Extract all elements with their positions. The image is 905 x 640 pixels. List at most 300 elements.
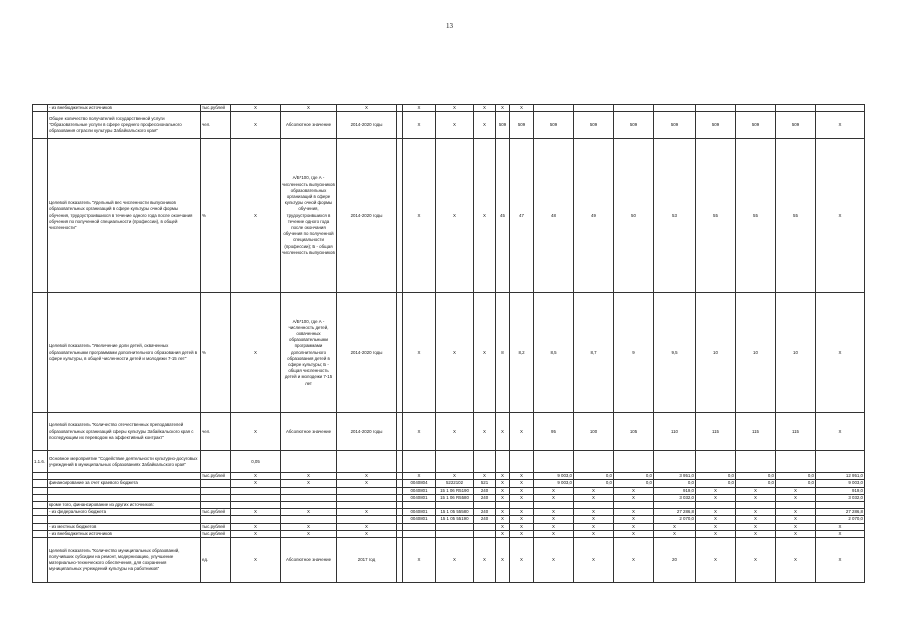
table-cell: 509	[654, 112, 696, 139]
table-cell: Х	[776, 494, 816, 501]
table-cell	[614, 502, 654, 509]
table-cell	[281, 516, 337, 523]
table-cell: Х	[337, 523, 397, 530]
table-cell: 110	[654, 413, 696, 451]
table-row	[33, 293, 865, 413]
table-cell: Х	[474, 473, 496, 480]
table-cell: Х	[736, 538, 776, 583]
table-cell: 2017 год	[337, 538, 397, 583]
table-cell: Х	[776, 509, 816, 516]
table-cell: чел.	[201, 112, 231, 139]
table-cell: 105	[614, 413, 654, 451]
table-cell: Х	[696, 538, 736, 583]
table-cell: 47	[510, 139, 534, 293]
table-cell: 95	[534, 413, 574, 451]
table-cell: Общее количество получателей государственной услуги "Образовательные услуги в сфере среднего профессионального образования отрасли культуры Забайкальского края"	[48, 112, 201, 139]
table-cell: 240	[474, 494, 496, 501]
table-cell: Х	[574, 516, 614, 523]
table-cell: 0040801	[403, 509, 436, 516]
table-cell	[474, 530, 496, 537]
table-cell: Х	[337, 105, 397, 112]
table-cell: Х	[403, 538, 436, 583]
table-cell: Х	[403, 413, 436, 451]
table-cell: Х	[614, 509, 654, 516]
table-cell: 0,0	[696, 473, 736, 480]
table-cell	[33, 105, 48, 112]
table-cell: тыс.рублей	[201, 530, 231, 537]
table-cell: 0,0	[614, 480, 654, 487]
table-cell: Х	[510, 473, 534, 480]
table-cell: 9,5	[654, 293, 696, 413]
table-cell: Х	[231, 413, 281, 451]
table-cell: 9 003,0	[816, 480, 865, 487]
table-cell: 15 1 05 55580	[436, 509, 474, 516]
table-cell: А/Б*100, где А - численность детей, охваченных образовательными программами дополнительного образования детей в сфере культуры; Б - общая численность детей и молодежи 7-15 лет	[281, 293, 337, 413]
table-cell: 919,0	[816, 487, 865, 494]
table-cell	[574, 502, 614, 509]
table-cell: тыс.рублей	[201, 523, 231, 530]
table-cell: 3 032,0	[816, 494, 865, 501]
table-cell: 0,0	[776, 480, 816, 487]
table-cell: 2014-2020 годы	[337, 112, 397, 139]
table-cell: Х	[696, 530, 736, 537]
table-cell: Х	[436, 105, 474, 112]
table-cell	[33, 502, 48, 509]
table-cell: Х	[574, 530, 614, 537]
table-cell: 48	[534, 139, 574, 293]
table-cell	[403, 523, 436, 530]
table-cell	[496, 502, 510, 509]
table-cell: 15 1 05 55190	[436, 516, 474, 523]
table-cell	[510, 502, 534, 509]
table-cell: 0040801	[403, 487, 436, 494]
table-row	[33, 473, 865, 480]
table-cell	[337, 494, 397, 501]
table-cell: Х	[510, 509, 534, 516]
table-cell: Х	[510, 480, 534, 487]
table-cell: Х	[816, 139, 865, 293]
table-cell: Х	[496, 487, 510, 494]
table-cell: 2 070,0	[654, 516, 696, 523]
table-cell: 8,5	[534, 293, 574, 413]
table-cell	[201, 494, 231, 501]
table-cell: Х	[281, 480, 337, 487]
table-cell	[614, 451, 654, 473]
table-cell: Х	[281, 530, 337, 537]
table-cell: Х	[281, 509, 337, 516]
table-cell: тыс.рублей	[201, 473, 231, 480]
table-cell: Х	[534, 530, 574, 537]
table-cell: 509	[736, 112, 776, 139]
table-cell: Целевой показатель "Увеличение доли детей, охваченных образовательными программами дополнительного образования детей в сфере культуры, в общей численности детей и молодежи 7-15 лет"	[48, 293, 201, 413]
table-cell: Х	[496, 105, 510, 112]
table-cell: 50	[614, 139, 654, 293]
table-cell	[33, 494, 48, 501]
table-cell	[614, 105, 654, 112]
table-cell	[33, 293, 48, 413]
table-cell: Х	[654, 523, 696, 530]
table-row	[33, 523, 865, 530]
table-cell: 2014-2020 годы	[337, 293, 397, 413]
table-cell	[281, 494, 337, 501]
table-cell: Х	[816, 112, 865, 139]
table-cell: Х	[614, 523, 654, 530]
table-body	[33, 105, 865, 583]
table-cell: 0040801	[403, 516, 436, 523]
table-cell: 509	[574, 112, 614, 139]
table-cell: 0,0	[776, 473, 816, 480]
table-cell	[534, 502, 574, 509]
table-row	[33, 413, 865, 451]
table-cell: финансирование за счет краевого бюджета	[48, 480, 201, 487]
table-cell: 115	[736, 413, 776, 451]
table-cell: Х	[510, 487, 534, 494]
table-cell: 27 286,8	[654, 509, 696, 516]
table-cell: Х	[231, 538, 281, 583]
table-cell	[696, 105, 736, 112]
table-cell: Х	[574, 487, 614, 494]
table-cell: Абсолютное значение	[281, 413, 337, 451]
table-cell: Целевой показатель "Количество отечественных преподавателей образовательных организаций сферы культуры Забайкальского края с последующим их переводом на эффективный контракт"	[48, 413, 201, 451]
table-cell	[231, 487, 281, 494]
table-cell: ед.	[201, 538, 231, 583]
table-cell	[33, 112, 48, 139]
table-cell: 9 003,0	[534, 480, 574, 487]
table-cell	[48, 487, 201, 494]
table-cell: Х	[496, 473, 510, 480]
program-indicators-table	[32, 104, 865, 583]
table-cell: Х	[776, 523, 816, 530]
page-number: 13	[446, 22, 453, 30]
table-cell: 9	[614, 293, 654, 413]
table-cell: Абсолютное значение	[281, 112, 337, 139]
table-cell	[201, 516, 231, 523]
table-cell	[436, 523, 474, 530]
table-cell	[337, 487, 397, 494]
table-cell: 55	[736, 139, 776, 293]
table-cell: Х	[816, 538, 865, 583]
table-cell: 20	[654, 538, 696, 583]
table-cell	[436, 451, 474, 473]
table-cell	[201, 487, 231, 494]
table-cell	[281, 487, 337, 494]
table-cell: 9 003,0	[534, 473, 574, 480]
table-cell: Х	[436, 293, 474, 413]
table-cell: Х	[436, 538, 474, 583]
table-cell: 0,0	[654, 480, 696, 487]
table-cell	[510, 451, 534, 473]
table-cell: 2 070,0	[816, 516, 865, 523]
table-cell: 509	[496, 112, 510, 139]
table-cell: Х	[510, 494, 534, 501]
table-cell: 2014-2020 годы	[337, 413, 397, 451]
table-cell: 27 286,8	[816, 509, 865, 516]
table-cell: Х	[436, 139, 474, 293]
table-cell: 2014-2020 годы	[337, 139, 397, 293]
table-cell: Х	[534, 509, 574, 516]
table-cell: Х	[510, 413, 534, 451]
table-cell	[48, 516, 201, 523]
table-cell: Х	[337, 480, 397, 487]
table-cell	[574, 105, 614, 112]
table-cell: 509	[614, 112, 654, 139]
table-row	[33, 494, 865, 501]
table-cell	[201, 451, 231, 473]
table-cell: Х	[231, 139, 281, 293]
table-cell: Х	[776, 538, 816, 583]
table-cell	[654, 105, 696, 112]
table-cell: Х	[736, 494, 776, 501]
table-cell: Х	[337, 509, 397, 516]
table-cell	[474, 523, 496, 530]
table-cell: Х	[496, 538, 510, 583]
table-cell: Х	[510, 530, 534, 537]
table-cell: Х	[231, 530, 281, 537]
table-cell	[201, 480, 231, 487]
table-cell	[816, 105, 865, 112]
table-cell: 3 951,0	[654, 473, 696, 480]
table-row	[33, 530, 865, 537]
table-cell: Х	[496, 480, 510, 487]
table-cell: Х	[736, 487, 776, 494]
table-cell: Х	[403, 112, 436, 139]
table-cell: Х	[474, 139, 496, 293]
table-cell	[281, 451, 337, 473]
table-row	[33, 516, 865, 523]
table-cell: Х	[614, 516, 654, 523]
table-cell: 0,0	[614, 473, 654, 480]
table-row	[33, 112, 865, 139]
table-cell: Х	[231, 509, 281, 516]
table-cell: %	[201, 139, 231, 293]
table-cell	[201, 502, 231, 509]
table-cell: Х	[403, 473, 436, 480]
table-cell: Х	[496, 494, 510, 501]
table-cell	[696, 451, 736, 473]
table-cell	[474, 451, 496, 473]
table-cell: Абсолютное значение	[281, 538, 337, 583]
table-cell: 0040801	[403, 494, 436, 501]
table-cell	[776, 451, 816, 473]
table-cell: Х	[510, 516, 534, 523]
table-cell: 509	[776, 112, 816, 139]
table-cell: 15 1 06 R5580	[436, 494, 474, 501]
table-cell	[736, 502, 776, 509]
table-cell: Х	[474, 413, 496, 451]
table-cell: Целевой показатель "Количество муниципальных образований, получивших субсидии на ремонт, модернизацию, улучшение материально-технического обеспечения, для сохранения муниципальных учреждений культуры на работников"	[48, 538, 201, 583]
table-row	[33, 105, 865, 112]
table-row	[33, 139, 865, 293]
table-cell: 240	[474, 516, 496, 523]
table-cell: Х	[436, 112, 474, 139]
table-cell: 45	[496, 139, 510, 293]
table-cell	[33, 139, 48, 293]
table-cell	[48, 494, 201, 501]
table-cell: Х	[474, 293, 496, 413]
table-cell: Х	[403, 105, 436, 112]
table-cell: 100	[574, 413, 614, 451]
table-cell: Х	[736, 530, 776, 537]
table-cell: Х	[534, 516, 574, 523]
table-cell: Х	[281, 523, 337, 530]
table-cell: Х	[403, 293, 436, 413]
table-cell: Х	[614, 487, 654, 494]
table-cell: Х	[614, 494, 654, 501]
table-cell: Х	[574, 509, 614, 516]
table-cell	[534, 451, 574, 473]
table-cell: Х	[231, 105, 281, 112]
table-cell: 919,0	[654, 487, 696, 494]
table-cell: 53	[654, 139, 696, 293]
table-cell: 240	[474, 487, 496, 494]
table-cell: Х	[281, 105, 337, 112]
table-cell: 115	[696, 413, 736, 451]
table-cell	[403, 530, 436, 537]
table-cell	[436, 502, 474, 509]
table-cell: Х	[534, 538, 574, 583]
table-cell: Х	[696, 523, 736, 530]
table-cell: Х	[614, 530, 654, 537]
table-cell: 0,0	[696, 480, 736, 487]
table-cell	[337, 451, 397, 473]
table-cell: Х	[337, 530, 397, 537]
table-cell	[231, 502, 281, 509]
table-cell	[337, 516, 397, 523]
table-cell: 1.1.6.	[33, 451, 48, 473]
table-cell: Х	[496, 523, 510, 530]
table-row	[33, 502, 865, 509]
table-cell: - из местных бюджетов	[48, 523, 201, 530]
table-cell: Х	[534, 487, 574, 494]
table-cell	[33, 487, 48, 494]
table-cell: Х	[231, 480, 281, 487]
table-cell: 5222102	[436, 480, 474, 487]
table-cell	[231, 516, 281, 523]
table-cell	[48, 473, 201, 480]
table-cell: 0,0	[736, 480, 776, 487]
table-cell: Х	[510, 523, 534, 530]
table-cell: 0,05	[231, 451, 281, 473]
table-cell: 3 032,0	[654, 494, 696, 501]
table-cell: тыс.рублей	[201, 105, 231, 112]
table-cell: Х	[436, 473, 474, 480]
table-cell: Х	[231, 112, 281, 139]
table-cell	[33, 530, 48, 537]
table-cell	[696, 502, 736, 509]
table-cell	[776, 105, 816, 112]
table-cell: 10	[736, 293, 776, 413]
table-row	[33, 509, 865, 516]
table-cell	[776, 502, 816, 509]
table-cell: Х	[776, 530, 816, 537]
table-cell: Х	[474, 112, 496, 139]
table-cell: Х	[816, 293, 865, 413]
table-cell: 240	[474, 509, 496, 516]
table-cell: 115	[776, 413, 816, 451]
table-cell: Х	[436, 413, 474, 451]
table-cell: Х	[510, 105, 534, 112]
table-row	[33, 538, 865, 583]
table-cell	[816, 502, 865, 509]
table-cell: тыс.рублей	[201, 509, 231, 516]
table-cell: Х	[736, 516, 776, 523]
table-cell: Целевой показатель "Удельный вес численности выпускников образовательных организаций в сфере культуры очной формы обучения, трудоустроившихся в течение одного года после окончания обучения по полученной специальности (профессии), в общей численности"	[48, 139, 201, 293]
table-cell: Х	[474, 105, 496, 112]
table-cell: 8,2	[510, 293, 534, 413]
table-cell	[281, 502, 337, 509]
table-cell: 0,0	[574, 480, 614, 487]
table-cell: Х	[474, 538, 496, 583]
table-cell: Х	[574, 494, 614, 501]
table-cell	[654, 502, 696, 509]
table-cell: %	[201, 293, 231, 413]
table-cell: А/Б*100, где А - численность выпускников образовательных организаций в сфере культуры очной формы обучения, трудоустроившихся в течение одного года после окончания обучения по полученной специальности (профессии); Б - общая численность выпускников	[281, 139, 337, 293]
table-cell: - из внебюджетных источников	[48, 105, 201, 112]
table-cell: Х	[281, 473, 337, 480]
table-cell	[574, 451, 614, 473]
table-cell: 509	[510, 112, 534, 139]
table-cell: Х	[496, 509, 510, 516]
table-cell: 15 1 06 R5190	[436, 487, 474, 494]
table-cell: Х	[231, 523, 281, 530]
table-cell: Х	[816, 413, 865, 451]
table-cell: Х	[614, 538, 654, 583]
table-cell	[403, 451, 436, 473]
table-cell: чел.	[201, 413, 231, 451]
table-cell: 0,0	[574, 473, 614, 480]
table-cell: Основное мероприятие "Содействие деятельности культурно-досуговых учреждений в муниципальных образованиях Забайкальского края"	[48, 451, 201, 473]
table-cell	[496, 451, 510, 473]
table-cell: Х	[776, 487, 816, 494]
table-cell	[231, 494, 281, 501]
table-cell: 509	[696, 112, 736, 139]
table-cell: Х	[816, 523, 865, 530]
table-cell: 49	[574, 139, 614, 293]
table-cell: 8,7	[574, 293, 614, 413]
table-cell: 521	[474, 480, 496, 487]
table-cell	[33, 473, 48, 480]
table-cell: Х	[654, 530, 696, 537]
table-cell	[436, 530, 474, 537]
table-cell: 10	[776, 293, 816, 413]
table-cell: Х	[496, 413, 510, 451]
table-cell: Х	[337, 473, 397, 480]
table-cell: Х	[231, 293, 281, 413]
table-cell: кроме того, финансирование из других источников:	[48, 502, 201, 509]
table-cell: - из федерального бюджета	[48, 509, 201, 516]
table-cell: Х	[736, 523, 776, 530]
table-cell: - из внебюджетных источников	[48, 530, 201, 537]
table-cell: Х	[231, 473, 281, 480]
table-cell	[736, 105, 776, 112]
table-cell	[33, 516, 48, 523]
table-cell: 12 951,0	[816, 473, 865, 480]
table-cell: Х	[403, 139, 436, 293]
table-cell	[33, 480, 48, 487]
table-row	[33, 487, 865, 494]
table-cell: 8	[496, 293, 510, 413]
table-cell: Х	[696, 494, 736, 501]
table-cell	[33, 538, 48, 583]
table-cell: Х	[496, 530, 510, 537]
table-cell: 0040804	[403, 480, 436, 487]
table-cell: Х	[696, 516, 736, 523]
table-cell	[736, 451, 776, 473]
table-cell	[33, 509, 48, 516]
table-cell: Х	[574, 523, 614, 530]
table-cell	[33, 523, 48, 530]
table-cell	[337, 502, 397, 509]
